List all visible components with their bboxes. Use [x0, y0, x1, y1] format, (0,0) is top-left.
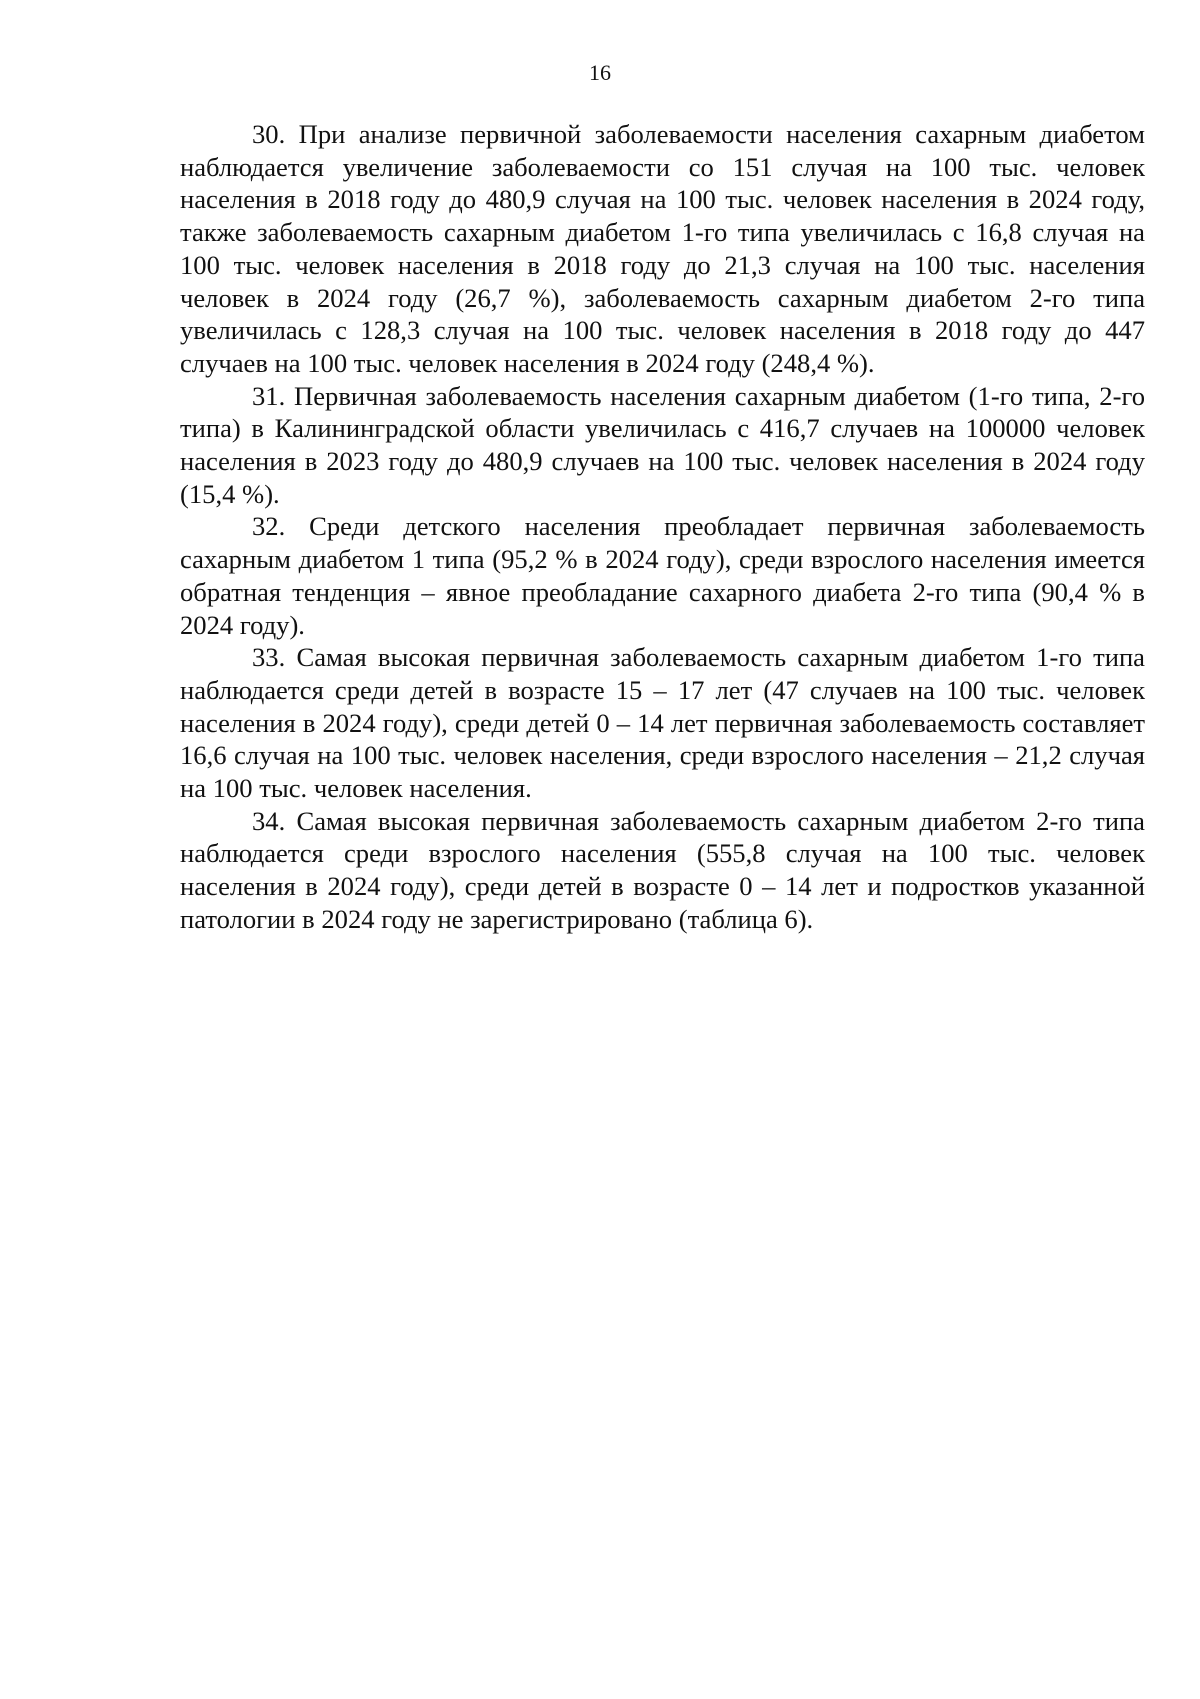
page-number: 16	[589, 60, 611, 85]
paragraph-31: 31. Первичная заболеваемость населения сахарным диабетом (1-го типа, 2-го типа) в Калининградской области увеличилась с 416,7 случаев на 100000 человек населения в 2023 году до 480,9 случаев на 100 тыс. человек населения в 2024 году (15,4 %).	[180, 380, 1145, 509]
document-body	[180, 118, 1145, 936]
paragraph-33: 33. Самая высокая первичная заболеваемость сахарным диабетом 1-го типа наблюдается среди детей в возрасте 15 – 17 лет (47 случаев на 100 тыс. человек населения в 2024 году), среди детей 0 – 14 лет первичная заболеваемость составляет 16,6 случая на 100 тыс. человек населения, среди взрослого населения – 21,2 случая на 100 тыс. человек населения.	[180, 642, 1145, 804]
paragraph-30: 30. При анализе первичной заболеваемости населения сахарным диабетом наблюдается увеличение заболеваемости со 151 случая на 100 тыс. человек населения в 2018 году до 480,9 случая на 100 тыс. человек населения в 2024 году, также заболеваемость сахарным диабетом 1-го типа увеличилась с 16,8 случая на 100 тыс. человек населения в 2018 году до 21,3 случая на 100 тыс. населения человек в 2024 году (26,7 %), заболеваемость сахарным диабетом 2-го типа увеличилась с 128,3 случая на 100 тыс. человек населения в 2018 году до 447 случаев на 100 тыс. человек населения в 2024 году (248,4 %).	[180, 119, 1145, 378]
paragraph-32: 32. Среди детского населения преобладает первичная заболеваемость сахарным диабетом 1 типа (95,2 % в 2024 году), среди взрослого населения имеется обратная тенденция – явное преобладание сахарного диабета 2-го типа (90,4 % в 2024 году).	[180, 511, 1145, 640]
paragraph-34: 34. Самая высокая первичная заболеваемость сахарным диабетом 2-го типа наблюдается среди взрослого населения (555,8 случая на 100 тыс. человек населения в 2024 году), среди детей в возрасте 0 – 14 лет и подростков указанной патологии в 2024 году не зарегистрировано (таблица 6).	[180, 805, 1145, 934]
